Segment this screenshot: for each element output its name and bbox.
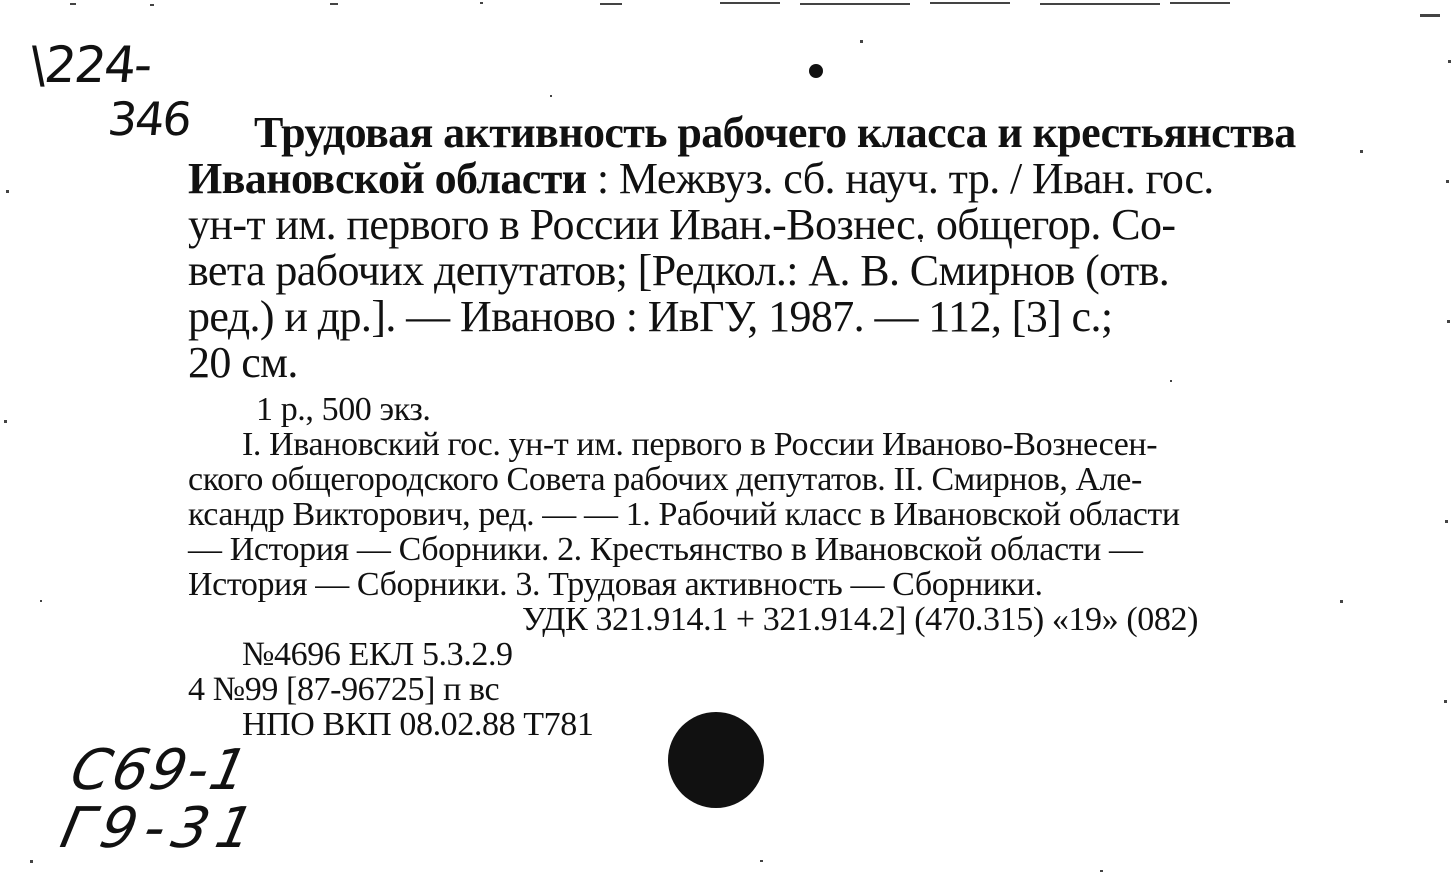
added-entries-line-3: ксандр Викторович, ред. — — 1. Рабочий класс в Ивановской области xyxy=(188,496,1180,533)
handwritten-shelf-mark-2: Г9-31 xyxy=(55,796,268,861)
entry-line-3: ун-т им. первого в России Иван.-Вознес. общегор. Со- xyxy=(188,200,1176,249)
bibliographic-entry xyxy=(188,110,1348,386)
ekl-line: №4696 ЕКЛ 5.3.2.9 xyxy=(242,636,513,673)
added-entries-line-2: ского общегородского Совета рабочих депутатов. II. Смирнов, Але- xyxy=(188,461,1142,498)
punch-dot-small xyxy=(809,64,823,78)
entry-line-6: 20 см. xyxy=(188,338,298,387)
handwritten-shelf-mark-1: С69-1 xyxy=(65,738,256,803)
handwritten-call-number-1: \224- xyxy=(26,36,154,94)
card-notes xyxy=(188,392,1348,742)
udk-line: УДК 321.914.1 + 321.914.2] (470.315) «19» (082) xyxy=(522,601,1198,638)
entry-title-rest: : Межвуз. сб. науч. тр. / Иван. гос. xyxy=(586,154,1214,203)
added-entries-line-5: История — Сборники. 3. Трудовая активность — Сборники. xyxy=(188,566,1043,603)
handwritten-call-number-2: 346 xyxy=(105,92,193,146)
added-entries-line-1: I. Ивановский гос. ун-т им. первого в России Иваново-Вознесен- xyxy=(242,426,1158,463)
registration-line: 4 №99 [87-96725] п вс xyxy=(188,671,500,708)
entry-line-5: ред.) и др.]. — Иваново : ИвГУ, 1987. — 112, [3] с.; xyxy=(188,292,1113,341)
entry-title-line-1: Трудовая активность рабочего класса и крестьянства xyxy=(254,108,1296,157)
added-entries-line-4: — История — Сборники. 2. Крестьянство в Ивановской области — xyxy=(188,531,1143,568)
entry-title-line-2 xyxy=(188,156,1348,202)
entry-title-bold: Ивановской области xyxy=(188,154,587,203)
npo-line: НПО ВКП 08.02.88 Т781 xyxy=(242,706,594,743)
price-line: 1 р., 500 экз. xyxy=(256,391,431,428)
entry-line-4: вета рабочих депутатов; [Редкол.: А. В. Смирнов (отв. xyxy=(188,246,1170,295)
